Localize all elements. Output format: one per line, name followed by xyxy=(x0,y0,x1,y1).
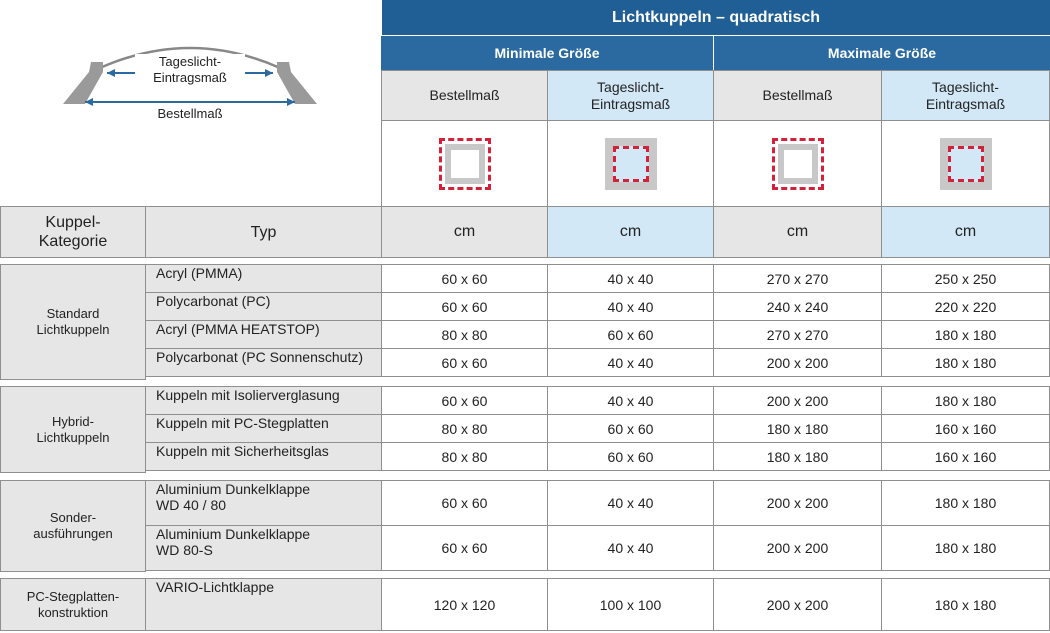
value-cell-min-daylight: 60 x 60 xyxy=(547,414,714,443)
diagram-daylight-label-line2: Eintragsmaß xyxy=(153,70,227,85)
value-cell-max-daylight: 180 x 180 xyxy=(881,525,1050,571)
type-cell xyxy=(145,578,382,631)
value-cell-max-daylight: 250 x 250 xyxy=(881,264,1050,293)
value-cell-max-order: 200 x 200 xyxy=(713,578,882,631)
value-cell-max-order: 200 x 200 xyxy=(713,348,882,377)
value-cell-max-order: 270 x 270 xyxy=(713,320,882,349)
value-cell-min-daylight: 60 x 60 xyxy=(547,442,714,471)
value-cell-max-daylight: 180 x 180 xyxy=(881,578,1050,631)
value-cell-min-daylight: 100 x 100 xyxy=(547,578,714,631)
value-cell-max-daylight: 180 x 180 xyxy=(881,480,1050,526)
value-cell-max-order: 180 x 180 xyxy=(713,442,882,471)
unit-max-daylight: cm xyxy=(881,206,1050,258)
type-label-line: WD 40 / 80 xyxy=(156,497,227,513)
type-label-line: Aluminium Dunkelklappe xyxy=(156,526,311,542)
value-cell-min-order: 80 x 80 xyxy=(381,320,548,349)
unit-min-daylight: cm xyxy=(547,206,714,258)
daylight-size-icon xyxy=(605,138,657,190)
diagram-order-label: Bestellmaß xyxy=(157,106,223,121)
col-min-daylight-line2: Eintragsmaß xyxy=(590,95,671,112)
type-cell xyxy=(145,292,382,321)
category-label-line: Lichtkuppeln xyxy=(36,429,110,445)
icon-cell-max-order xyxy=(713,120,882,207)
value-cell-max-daylight: 160 x 160 xyxy=(881,442,1050,471)
category-label-line: Lichtkuppeln xyxy=(36,322,110,337)
value-cell-min-order: 60 x 60 xyxy=(381,292,548,321)
category-cell xyxy=(0,386,146,473)
icon-cell-min-order xyxy=(381,120,548,207)
order-size-icon xyxy=(772,138,824,190)
value-cell-min-order: 60 x 60 xyxy=(381,525,548,571)
diagram-daylight-label xyxy=(135,54,245,86)
value-cell-max-order: 200 x 200 xyxy=(713,525,882,571)
value-cell-max-order: 240 x 240 xyxy=(713,292,882,321)
value-cell-max-daylight: 180 x 180 xyxy=(881,320,1050,349)
unit-min-order: cm xyxy=(381,206,548,258)
value-cell-min-order: 60 x 60 xyxy=(381,264,548,293)
col-max-daylight xyxy=(881,70,1050,121)
table-title: Lichtkuppeln – quadratisch xyxy=(381,0,1050,35)
category-header-line1: Kuppel- xyxy=(45,214,101,231)
value-cell-min-daylight: 40 x 40 xyxy=(547,525,714,571)
type-cell xyxy=(145,414,382,443)
type-cell xyxy=(145,320,382,349)
value-cell-min-daylight: 40 x 40 xyxy=(547,264,714,293)
category-label-line: Standard xyxy=(46,306,100,321)
value-cell-min-daylight: 40 x 40 xyxy=(547,292,714,321)
category-label-line: konstruktion xyxy=(37,604,109,620)
value-cell-max-order: 200 x 200 xyxy=(713,480,882,526)
col-min-daylight-line1: Tageslicht- xyxy=(597,78,664,95)
icon-cell-min-daylight xyxy=(547,120,714,207)
daylight-size-icon xyxy=(940,138,992,190)
value-cell-max-order: 180 x 180 xyxy=(713,414,882,443)
type-label-line: Kuppeln mit PC-Stegplatten xyxy=(156,415,329,431)
category-label-line: ausführungen xyxy=(33,526,113,541)
col-max-daylight-line2: Eintragsmaß xyxy=(925,95,1006,112)
type-label-line: WD 80-S xyxy=(156,542,213,558)
type-cell xyxy=(145,264,382,293)
value-cell-min-order: 60 x 60 xyxy=(381,480,548,526)
type-cell xyxy=(145,480,382,526)
category-label-line: Sonder- xyxy=(49,510,97,525)
type-header: Typ xyxy=(145,206,382,258)
value-cell-max-daylight: 160 x 160 xyxy=(881,414,1050,443)
type-cell xyxy=(145,348,382,377)
value-cell-max-daylight: 220 x 220 xyxy=(881,292,1050,321)
col-min-daylight xyxy=(547,70,714,121)
value-cell-min-order: 120 x 120 xyxy=(381,578,548,631)
category-label-line: PC-Stegplatten- xyxy=(26,588,120,604)
category-cell xyxy=(0,480,146,572)
value-cell-min-order: 80 x 80 xyxy=(381,414,548,443)
value-cell-max-order: 270 x 270 xyxy=(713,264,882,293)
type-cell xyxy=(145,386,382,415)
category-header-line2: Kategorie xyxy=(38,233,108,250)
value-cell-min-daylight: 40 x 40 xyxy=(547,386,714,415)
type-label-line: Acryl (PMMA) xyxy=(156,265,243,281)
category-cell xyxy=(0,578,146,631)
unit-max-order: cm xyxy=(713,206,882,258)
type-label-line: Polycarbonat (PC) xyxy=(156,293,271,309)
value-cell-max-daylight: 180 x 180 xyxy=(881,386,1050,415)
value-cell-min-daylight: 40 x 40 xyxy=(547,348,714,377)
type-label-line: VARIO-Lichtklappe xyxy=(156,579,275,595)
value-cell-min-daylight: 60 x 60 xyxy=(547,320,714,349)
type-label-line: Acryl (PMMA HEATSTOP) xyxy=(156,321,320,337)
col-max-order: Bestellmaß xyxy=(713,70,882,121)
type-cell xyxy=(145,525,382,571)
type-label-line: Polycarbonat (PC Sonnenschutz) xyxy=(156,349,363,365)
order-size-icon xyxy=(439,138,491,190)
max-size-header: Maximale Größe xyxy=(714,35,1050,70)
category-header xyxy=(0,206,146,258)
value-cell-max-daylight: 180 x 180 xyxy=(881,348,1050,377)
value-cell-min-order: 80 x 80 xyxy=(381,442,548,471)
type-label-line: Kuppeln mit Sicherheitsglas xyxy=(156,443,329,459)
dome-diagram xyxy=(55,28,325,128)
type-label-line: Kuppeln mit Isolierverglasung xyxy=(156,387,340,403)
diagram-daylight-label-line1: Tageslicht- xyxy=(158,54,222,69)
value-cell-min-daylight: 40 x 40 xyxy=(547,480,714,526)
value-cell-max-order: 200 x 200 xyxy=(713,386,882,415)
type-label-line: Aluminium Dunkelklappe xyxy=(156,481,311,497)
value-cell-min-order: 60 x 60 xyxy=(381,386,548,415)
type-cell xyxy=(145,442,382,471)
icon-cell-max-daylight xyxy=(881,120,1050,207)
value-cell-min-order: 60 x 60 xyxy=(381,348,548,377)
category-label-line: Hybrid- xyxy=(52,413,94,429)
col-max-daylight-line1: Tageslicht- xyxy=(932,78,999,95)
col-min-order: Bestellmaß xyxy=(381,70,548,121)
min-size-header: Minimale Größe xyxy=(381,35,714,70)
category-cell xyxy=(0,264,146,380)
